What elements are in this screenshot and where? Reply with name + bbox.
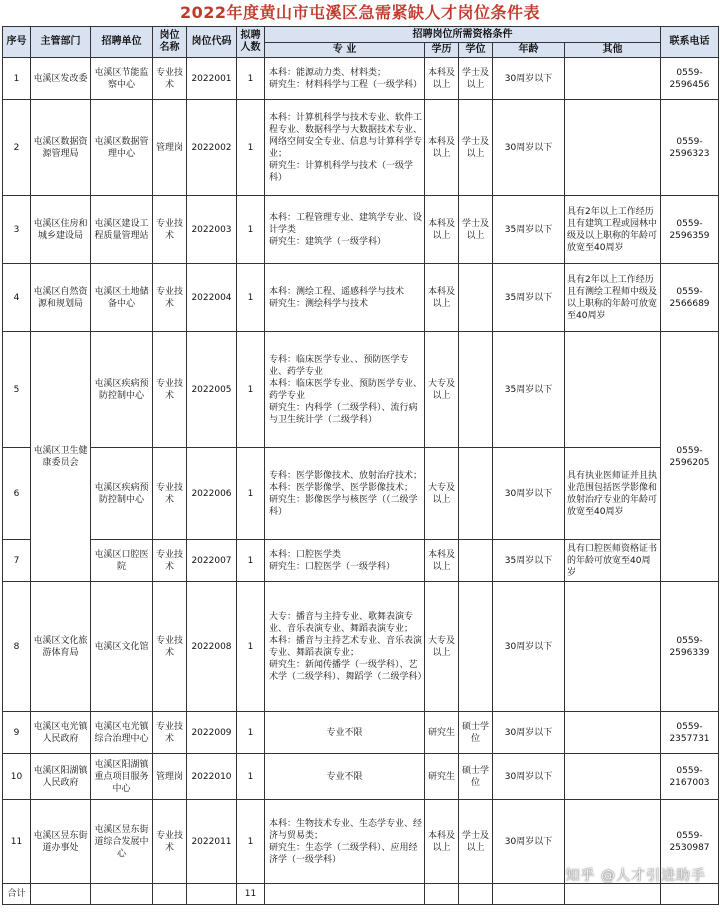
- header-count: 拟聘人数: [237, 27, 265, 58]
- position-table: [2, 26, 719, 905]
- cell-other: [565, 754, 661, 800]
- cell-education: 本科及以上: [425, 264, 459, 332]
- cell-other: 具有执业医师证并且执业范围包括医学影像和放射治疗专业的年龄可放宽至40周岁: [565, 448, 661, 540]
- cell-major: 本科：工程管理专业、建筑学专业、设计学类 研究生：建筑学（一级学科）: [265, 196, 425, 264]
- cell-post: 专业技术: [153, 58, 187, 100]
- cell-other: [565, 332, 661, 448]
- cell-degree: 硕士学位: [459, 754, 493, 800]
- cell-code: 2022005: [187, 332, 237, 448]
- cell-index: 4: [3, 264, 31, 332]
- cell-department: 屯溪区文化旅游体育局: [31, 582, 91, 712]
- total-empty: [187, 884, 237, 905]
- cell-age: 35周岁以下: [493, 264, 565, 332]
- total-empty: [565, 884, 661, 905]
- total-empty: [493, 884, 565, 905]
- table-row: [3, 332, 719, 448]
- cell-education: 研究生: [425, 712, 459, 754]
- cell-unit: 屯溪区数据管理中心: [91, 100, 153, 196]
- cell-phone: 0559-2596323: [661, 100, 719, 196]
- cell-code: 2022008: [187, 582, 237, 712]
- cell-major: 专科：医学影像技术、放射治疗技术； 本科：医学影像学、医学影像技术； 研究生：影像医学与核医学（（二级学科）: [265, 448, 425, 540]
- cell-post: 专业技术: [153, 264, 187, 332]
- cell-index: 9: [3, 712, 31, 754]
- cell-age: 30周岁以下: [493, 100, 565, 196]
- cell-major: 专业不限: [265, 712, 425, 754]
- cell-index: 5: [3, 332, 31, 448]
- cell-degree: 学士及以上: [459, 58, 493, 100]
- total-empty: [31, 884, 91, 905]
- cell-department: 屯溪区发改委: [31, 58, 91, 100]
- cell-index: 10: [3, 754, 31, 800]
- cell-phone: 0559-2167003: [661, 754, 719, 800]
- cell-code: 2022011: [187, 800, 237, 884]
- cell-post: 专业技术: [153, 448, 187, 540]
- cell-education: 本科及以上: [425, 58, 459, 100]
- total-empty: [425, 884, 459, 905]
- cell-code: 2022001: [187, 58, 237, 100]
- cell-unit: 屯溪区口腔医院: [91, 540, 153, 582]
- table-row: [3, 540, 719, 582]
- header-education: 学历: [425, 43, 459, 58]
- cell-degree: 硕士学位: [459, 712, 493, 754]
- cell-age: 30周岁以下: [493, 582, 565, 712]
- cell-age: 35周岁以下: [493, 332, 565, 448]
- cell-index: 1: [3, 58, 31, 100]
- table-row: [3, 582, 719, 712]
- cell-unit: 屯溪区文化馆: [91, 582, 153, 712]
- cell-post: 专业技术: [153, 582, 187, 712]
- cell-unit: 屯溪区昱东街道综合发展中心: [91, 800, 153, 884]
- cell-department: 屯溪区住房和城乡建设局: [31, 196, 91, 264]
- table-row: [3, 712, 719, 754]
- header-post-code: 岗位代码: [187, 27, 237, 58]
- cell-unit: 屯溪区阳湖镇重点项目服务中心: [91, 754, 153, 800]
- cell-index: 11: [3, 800, 31, 884]
- cell-unit: 屯溪区疾病预防控制中心: [91, 332, 153, 448]
- cell-count: 1: [237, 332, 265, 448]
- cell-other: [565, 100, 661, 196]
- table-row: [3, 196, 719, 264]
- cell-phone: 0559-2596205: [661, 332, 719, 582]
- cell-major: 本科：能源动力类、材料类； 研究生：材料科学与工程（一级学科）: [265, 58, 425, 100]
- cell-degree: [459, 264, 493, 332]
- cell-major: 本科：口腔医学类 研究生：口腔医学（一级学科）: [265, 540, 425, 582]
- cell-count: 1: [237, 100, 265, 196]
- cell-code: 2022003: [187, 196, 237, 264]
- cell-education: 本科及以上: [425, 196, 459, 264]
- cell-code: 2022004: [187, 264, 237, 332]
- cell-phone: 0559-2596359: [661, 196, 719, 264]
- cell-other: [565, 58, 661, 100]
- header-index: 序号: [3, 27, 31, 58]
- cell-degree: 学士及以上: [459, 800, 493, 884]
- cell-unit: 屯溪区疾病预防控制中心: [91, 448, 153, 540]
- cell-index: 8: [3, 582, 31, 712]
- header-degree: 学位: [459, 43, 493, 58]
- cell-age: 30周岁以下: [493, 754, 565, 800]
- table-row: [3, 58, 719, 100]
- cell-other: 具有2年以上工作经历且有测绘工程师中级及以上职称的年龄可放宽至40周岁: [565, 264, 661, 332]
- cell-education: 大专及以上: [425, 332, 459, 448]
- cell-major: 本科：测绘工程、遥感科学与技术 研究生：测绘科学与技术: [265, 264, 425, 332]
- table-row: [3, 448, 719, 540]
- cell-code: 2022002: [187, 100, 237, 196]
- cell-count: 1: [237, 264, 265, 332]
- cell-post: 专业技术: [153, 540, 187, 582]
- watermark-text: 知乎 @人才引进助手: [565, 868, 706, 884]
- cell-major: 本科：生物技术专业、生态学专业、经济与贸易类； 研究生：生态学（二级学科）、应用经济学（一级学科）: [265, 800, 425, 884]
- cell-other: [565, 712, 661, 754]
- cell-education: 大专及以上: [425, 582, 459, 712]
- table-row: [3, 754, 719, 800]
- cell-degree: [459, 540, 493, 582]
- cell-index: 2: [3, 100, 31, 196]
- cell-index: 6: [3, 448, 31, 540]
- cell-department: 屯溪区屯光镇人民政府: [31, 712, 91, 754]
- cell-degree: 学士及以上: [459, 196, 493, 264]
- cell-degree: [459, 332, 493, 448]
- cell-count: 1: [237, 540, 265, 582]
- header-post-name: 岗位名称: [153, 27, 187, 58]
- cell-unit: 屯溪区土地储备中心: [91, 264, 153, 332]
- header-department: 主管部门: [31, 27, 91, 58]
- cell-age: 35周岁以下: [493, 196, 565, 264]
- total-empty: [459, 884, 493, 905]
- header-conditions: 招聘岗位所需资格条件: [265, 27, 661, 43]
- total-empty: [153, 884, 187, 905]
- cell-count: 1: [237, 196, 265, 264]
- cell-department: 屯溪区卫生健康委员会: [31, 332, 91, 582]
- cell-phone: 0559-2596339: [661, 582, 719, 712]
- cell-unit: 屯溪区屯光镇综合治理中心: [91, 712, 153, 754]
- cell-degree: [459, 582, 493, 712]
- cell-phone: 0559-2566689: [661, 264, 719, 332]
- cell-phone: 0559-2530987: [661, 800, 719, 884]
- cell-education: 本科及以上: [425, 540, 459, 582]
- cell-education: 研究生: [425, 754, 459, 800]
- cell-age: 30周岁以下: [493, 58, 565, 100]
- cell-other: 具有口腔医师资格证书的年龄可放宽至40周岁: [565, 540, 661, 582]
- header-other: 其他: [565, 43, 661, 58]
- cell-degree: [459, 448, 493, 540]
- cell-post: 管理岗: [153, 754, 187, 800]
- cell-education: 本科及以上: [425, 800, 459, 884]
- cell-post: 专业技术: [153, 196, 187, 264]
- cell-code: 2022006: [187, 448, 237, 540]
- total-empty: [661, 884, 719, 905]
- total-count: 11: [237, 884, 265, 905]
- table-row: [3, 264, 719, 332]
- cell-unit: 屯溪区节能监察中心: [91, 58, 153, 100]
- cell-post: 管理岗: [153, 100, 187, 196]
- cell-index: 3: [3, 196, 31, 264]
- cell-post: 专业技术: [153, 800, 187, 884]
- cell-code: 2022007: [187, 540, 237, 582]
- cell-degree: 学士及以上: [459, 100, 493, 196]
- cell-age: 35周岁以下: [493, 540, 565, 582]
- cell-department: 屯溪区数据资源管理局: [31, 100, 91, 196]
- page-title: 2022年度黄山市屯溪区急需紧缺人才岗位条件表: [179, 3, 541, 22]
- cell-count: 1: [237, 754, 265, 800]
- cell-department: 屯溪区阳湖镇人民政府: [31, 754, 91, 800]
- cell-code: 2022009: [187, 712, 237, 754]
- header-unit: 招聘单位: [91, 27, 153, 58]
- cell-age: 30周岁以下: [493, 712, 565, 754]
- cell-count: 1: [237, 712, 265, 754]
- cell-count: 1: [237, 800, 265, 884]
- cell-count: 1: [237, 582, 265, 712]
- header-phone: 联系电话: [661, 27, 719, 58]
- cell-major: 大专：播音与主持专业、歌舞表演专业、音乐表演专业、舞蹈表演专业； 本科：播音与主持艺术专业、音乐表演专业、舞蹈表演专业； 研究生：新闻传播学（一级学科）、艺术学（二级学科）、舞蹈学（二级学科）: [265, 582, 425, 712]
- cell-index: 7: [3, 540, 31, 582]
- total-label: 合计: [3, 884, 31, 905]
- cell-department: 屯溪区昱东街道办事处: [31, 800, 91, 884]
- cell-code: 2022010: [187, 754, 237, 800]
- cell-age: 30周岁以下: [493, 800, 565, 884]
- total-empty: [265, 884, 425, 905]
- table-row: [3, 100, 719, 196]
- cell-education: 大专及以上: [425, 448, 459, 540]
- cell-unit: 屯溪区建设工程质量管理站: [91, 196, 153, 264]
- cell-major: 专科：临床医学专业、、预防医学专业、药学专业 本科：临床医学专业、预防医学专业、药学专业 研究生：内科学（二级学科）、流行病与卫生统计学（二级学科）: [265, 332, 425, 448]
- header-major: 专 业: [265, 43, 425, 58]
- total-empty: [91, 884, 153, 905]
- cell-major: 专业不限: [265, 754, 425, 800]
- cell-age: 30周岁以下: [493, 448, 565, 540]
- cell-phone: 0559-2596456: [661, 58, 719, 100]
- cell-post: 专业技术: [153, 332, 187, 448]
- total-row: [3, 884, 719, 905]
- cell-department: 屯溪区自然资源和规划局: [31, 264, 91, 332]
- header-age: 年龄: [493, 43, 565, 58]
- cell-count: 1: [237, 448, 265, 540]
- cell-education: 本科及以上: [425, 100, 459, 196]
- cell-count: 1: [237, 58, 265, 100]
- cell-major: 本科：计算机科学与技术专业、软件工程专业、数据科学与大数据技术专业、网络空间安全专业、信息与计算科学专业； 研究生：计算机科学与技术（一级学科）: [265, 100, 425, 196]
- cell-phone: 0559-2357731: [661, 712, 719, 754]
- cell-post: 专业技术: [153, 712, 187, 754]
- cell-other: 具有2年以上工作经历且有建筑工程或园林中级及以上职称的年龄可放宽至40周岁: [565, 196, 661, 264]
- cell-other: [565, 582, 661, 712]
